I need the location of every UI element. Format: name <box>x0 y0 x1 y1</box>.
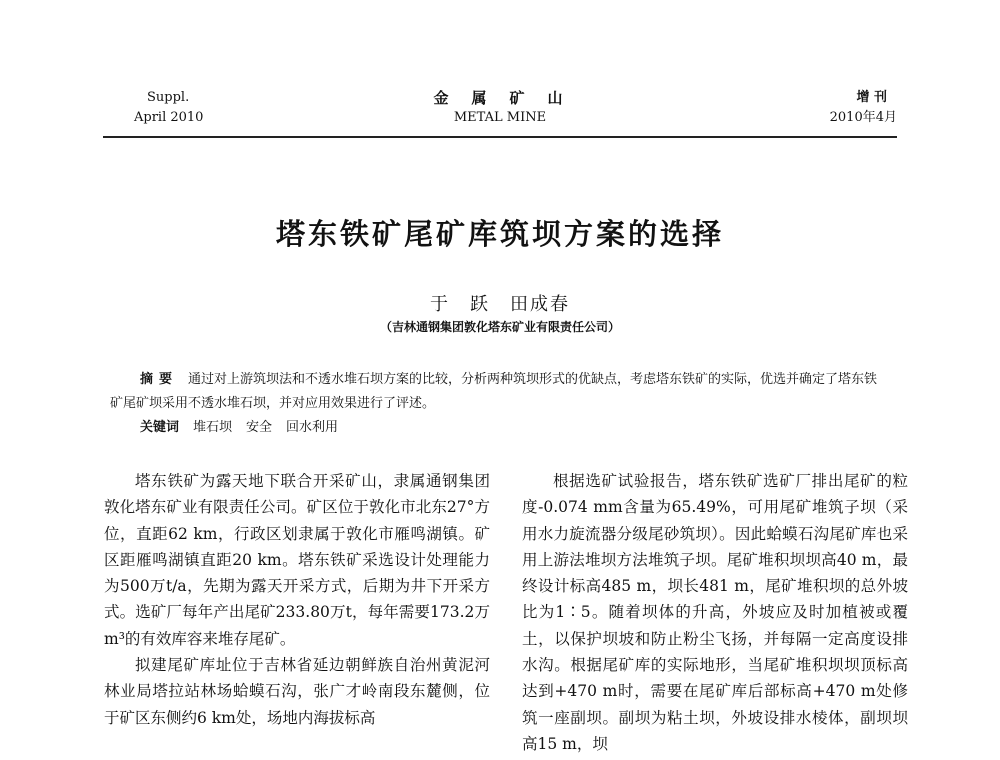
keyword: 回水利用 <box>286 420 339 435</box>
body-column-right <box>522 468 908 757</box>
header-date-cn: 2010年4月 <box>829 110 897 125</box>
header-right <box>830 88 897 128</box>
header-date-en: April 2010 <box>134 110 204 125</box>
header-journal <box>400 88 600 128</box>
header-rule <box>103 136 897 138</box>
abstract-label: 摘要 <box>140 372 179 387</box>
header-left <box>134 88 204 128</box>
journal-name-en: METAL MINE <box>453 110 547 125</box>
paragraph: 拟建尾矿库址位于吉林省延边朝鲜族自治州黄泥河林业局塔拉站林场蛤蟆石沟，张广才岭南段东麓侧，位于矿区东侧约6 km处，场地内海拔标高 <box>104 656 490 727</box>
abstract-body <box>110 368 890 416</box>
paragraph: 塔东铁矿为露天地下联合开采矿山，隶属通钢集团敦化塔东矿业有限责任公司。矿区位于敦化市北东27°方位，直距62 km，行政区划隶属于敦化市雁鸣湖镇。矿区距雁鸣湖镇直距20 km。塔东铁矿采选设计处理能力为500万t/a，先期为露天开采方式，后期为井下开采方式。选矿厂每年产出尾矿233.80万t，每年需要173.2万m³的有效库容来堆存尾矿。 <box>104 472 490 648</box>
header-suppl: Suppl. <box>147 90 190 105</box>
affiliation: （吉林通钢集团敦化塔东矿业有限责任公司） <box>379 320 620 334</box>
paragraph: 根据选矿试验报告，塔东铁矿选矿厂排出尾矿的粒度-0.074 mm含量为65.49%，可用尾矿堆筑子坝（采用水力旋流器分级尾砂筑坝）。因此蛤蟆石沟尾矿库也采用上游法堆坝方法堆筑子坝。尾矿堆积坝坝高40 m，最终设计标高485 m，坝长481 m，尾矿堆积坝的总外坡比为1∶5。随着坝体的升高，外坡应及时加植被或覆土，以保护坝坡和防止粉尘飞扬，并每隔一定高度设排水沟。根据尾矿库的实际地形，当尾矿堆积坝坝顶标高达到+470 m时，需要在尾矿库后部标高+470 m处修筑一座副坝。副坝为粘土坝，外坡设排水棱体，副坝坝高15 m，坝 <box>522 472 908 753</box>
keyword: 安全 <box>246 420 273 435</box>
abstract-text: 通过对上游筑坝法和不透水堆石坝方案的比较，分析两种筑坝形式的优缺点，考虑塔东铁矿的实际，优选并确定了塔东铁矿尾矿坝采用不透水堆石坝，并对应用效果进行了评述。 <box>110 372 878 411</box>
header-suppl-cn: 增 刊 <box>856 90 887 105</box>
abstract <box>110 368 890 440</box>
paper-title: 塔东铁矿尾矿库筑坝方案的选择 <box>275 217 724 251</box>
keyword: 堆石坝 <box>193 420 233 435</box>
keywords-label: 关键词 <box>140 420 180 435</box>
body-column-left <box>104 468 490 731</box>
authors: 于 跃 田成春 <box>430 294 570 315</box>
journal-name-cn: 金 属 矿 山 <box>433 89 567 107</box>
keywords <box>140 416 890 440</box>
